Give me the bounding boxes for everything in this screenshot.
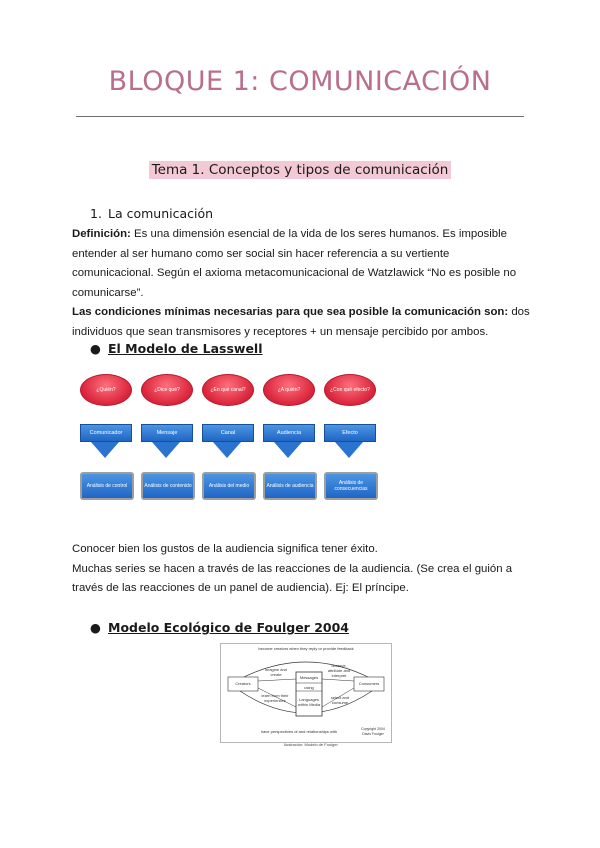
down-arrow-icon [335, 442, 363, 458]
foulger-learn-label: learn from their experiences [261, 693, 289, 703]
analysis-box [324, 472, 378, 500]
section-number: 1. [90, 206, 102, 221]
section-heading-text: La comunicación [108, 206, 214, 221]
foulger-messages-label: Messages [299, 675, 319, 680]
definition-text: Es una dimensión esencial de la vida de los seres humanos. Es imposible entender al ser humano como ser social sin hacer referencia a su vertiente comunicacional. Según el axioma metacomunicacional de Watzlawick “No es posible no comunicarse”. [72, 228, 517, 299]
foulger-consumers-label: Consumers [358, 681, 380, 686]
definition-paragraph [72, 225, 532, 303]
audience-line-2: Muchas series se hacen a través de las reacciones de la audiencia. (Se crea el guión a través de las reacciones de un panel de audiencia). Ej: El príncipe. [72, 562, 513, 595]
foulger-using-label: using [304, 685, 314, 690]
foulger-languages-label: Languages within Media [297, 697, 321, 707]
bullet-icon: ● [90, 341, 101, 356]
section-body [72, 225, 532, 343]
analysis-label: Análisis de audiencia [265, 474, 315, 498]
element-box: Comunicador [80, 424, 132, 442]
foulger-caption: Ilustración: Modelo de Foulger [284, 742, 338, 747]
topic-heading [0, 162, 600, 178]
foulger-observe-label: observe, attribute and interpret [327, 663, 351, 678]
down-arrow-icon [152, 442, 180, 458]
analysis-box [263, 472, 317, 500]
foulger-creators-label: Creators [235, 681, 251, 686]
element-box: Audiencia [263, 424, 315, 442]
foulger-select-label: select and consume [330, 695, 350, 705]
foulger-heading [90, 620, 349, 635]
down-arrow-icon [91, 442, 119, 458]
bullet-icon: ● [90, 620, 101, 635]
lasswell-heading-text: El Modelo de Lasswell [108, 341, 263, 356]
audience-paragraphs [72, 540, 532, 599]
definition-label: Definición: [72, 228, 131, 240]
element-box: Mensaje [141, 424, 193, 442]
foulger-bottom-label: have perspectives of and relationships with [260, 729, 338, 734]
down-arrow-icon [274, 442, 302, 458]
lasswell-diagram [80, 368, 376, 510]
foulger-copyright-label: Copyright 2004 Davis Foulger [361, 727, 385, 736]
analysis-label: Análisis de consecuencias [326, 474, 376, 498]
question-ellipse: ¿Dice qué? [141, 374, 193, 406]
foulger-diagram [220, 643, 392, 743]
analysis-box [141, 472, 195, 500]
analysis-label: Análisis de contenido [143, 474, 193, 498]
title-divider [76, 116, 524, 117]
analysis-box [202, 472, 256, 500]
foulger-heading-text: Modelo Ecológico de Foulger 2004 [108, 620, 349, 635]
conditions-label: Las condiciones mínimas necesarias para que sea posible la comunicación son: [72, 306, 509, 319]
topic-heading-text: Tema 1. Conceptos y tipos de comunicación [149, 161, 452, 179]
analysis-label: Análisis del medio [204, 474, 254, 498]
question-ellipse: ¿En qué canal? [202, 374, 254, 406]
down-arrow-icon [213, 442, 241, 458]
analysis-box [80, 472, 134, 500]
section-heading-la-comunicacion [90, 206, 213, 221]
document-title: BLOQUE 1: COMUNICACIÓN [108, 66, 492, 97]
foulger-imagine-label: imagine and create [265, 667, 287, 677]
analysis-label: Análisis de control [82, 474, 132, 498]
audience-line-1: Conocer bien los gustos de la audiencia significa tener éxito. [72, 543, 378, 555]
element-box: Canal [202, 424, 254, 442]
question-ellipse: ¿Quién? [80, 374, 132, 406]
conditions-paragraph [72, 303, 532, 342]
element-box: Efecto [324, 424, 376, 442]
conditions-text: dos individuos que sean transmisores y receptores + un mensaje percibido por ambos. [72, 306, 530, 338]
question-ellipse: ¿A quién? [263, 374, 315, 406]
lasswell-heading [90, 341, 263, 356]
question-ellipse: ¿Con qué efecto? [324, 374, 376, 406]
foulger-top-label: become creators when they reply or provide feedback [258, 646, 354, 651]
